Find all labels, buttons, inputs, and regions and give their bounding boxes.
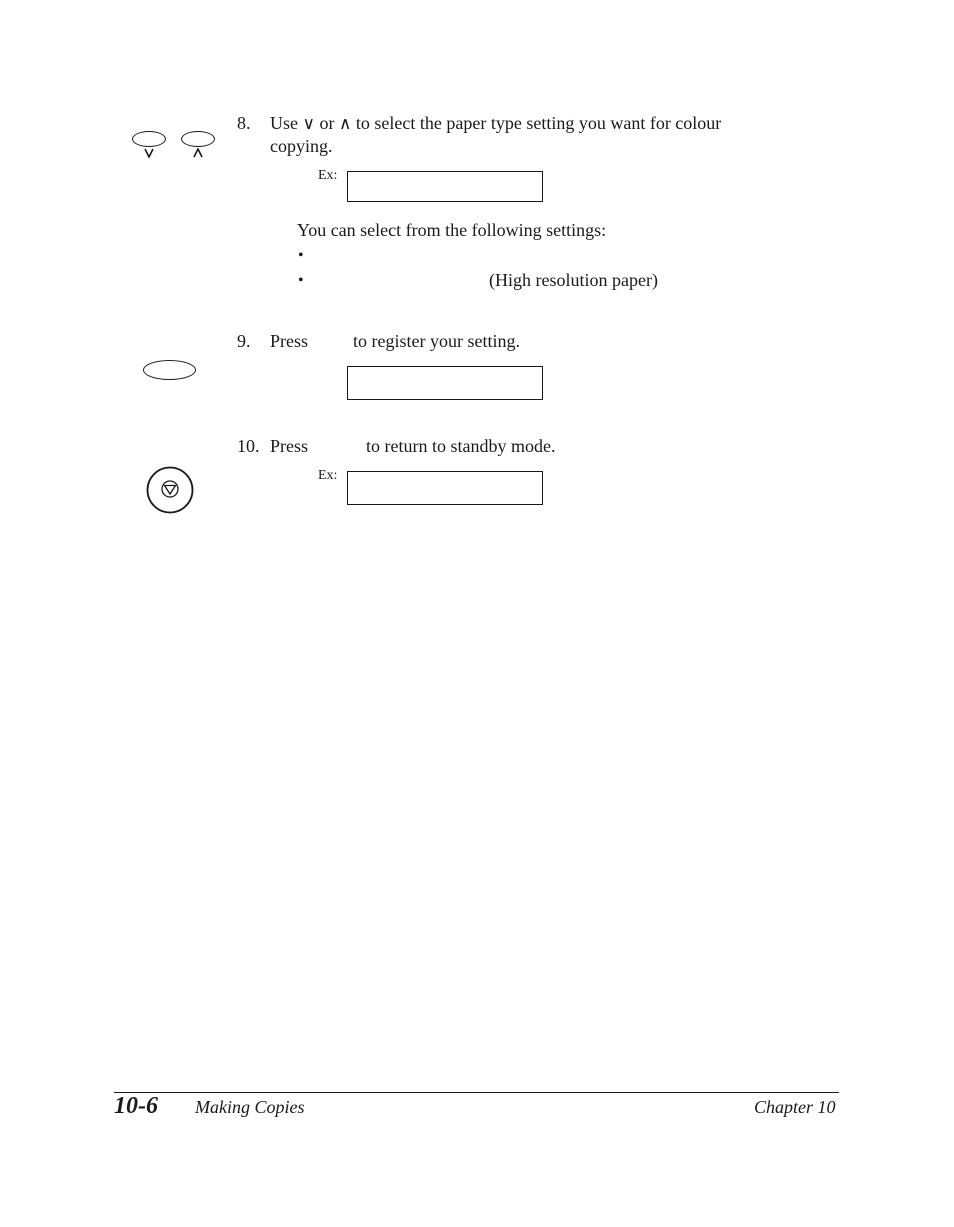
up-arrow-button[interactable]	[181, 131, 217, 161]
chapter-label: Chapter 10	[754, 1097, 836, 1117]
step-number: 8.	[237, 113, 251, 133]
oval-button-icon	[132, 131, 166, 147]
bullet-marker: •	[298, 272, 304, 289]
section-title: Making Copies	[195, 1097, 305, 1117]
stop-icon	[146, 466, 194, 514]
step-number: 9.	[237, 331, 251, 351]
step8-line1	[270, 112, 721, 136]
setting-option-2: (High resolution paper)	[489, 270, 658, 290]
lcd-display	[347, 366, 543, 400]
lcd-display	[347, 471, 543, 505]
step8-instruction-text: to select the paper type setting you want for colour	[355, 113, 722, 133]
bullet-marker: •	[298, 247, 304, 264]
step9-instruction-text: to register your setting.	[353, 331, 520, 351]
step-number: 10.	[237, 436, 260, 456]
settings-intro: You can select from the following settings:	[297, 220, 607, 240]
oval-button-icon	[181, 131, 215, 147]
step9-press-text: Press	[270, 331, 309, 351]
step10-press-text: Press	[270, 436, 309, 456]
set-button[interactable]	[143, 360, 196, 380]
step8-use-text: Use	[270, 113, 298, 133]
step10-instruction-text: to return to standby mode.	[366, 436, 556, 456]
up-arrow-glyph-icon: ∧	[338, 114, 352, 134]
example-label: Ex:	[318, 168, 338, 183]
down-arrow-glyph-icon: ∨	[302, 114, 315, 134]
chevron-down-icon	[144, 148, 154, 158]
page-number: 10-6	[114, 1093, 158, 1119]
example-label: Ex:	[318, 468, 338, 483]
step8-line2: copying.	[270, 136, 333, 156]
stop-reset-button[interactable]	[146, 466, 194, 514]
step8-or-text: or	[319, 113, 335, 133]
footer-divider	[114, 1092, 839, 1093]
down-arrow-button[interactable]	[132, 131, 168, 161]
chevron-up-icon	[193, 148, 203, 158]
lcd-display	[347, 171, 543, 202]
